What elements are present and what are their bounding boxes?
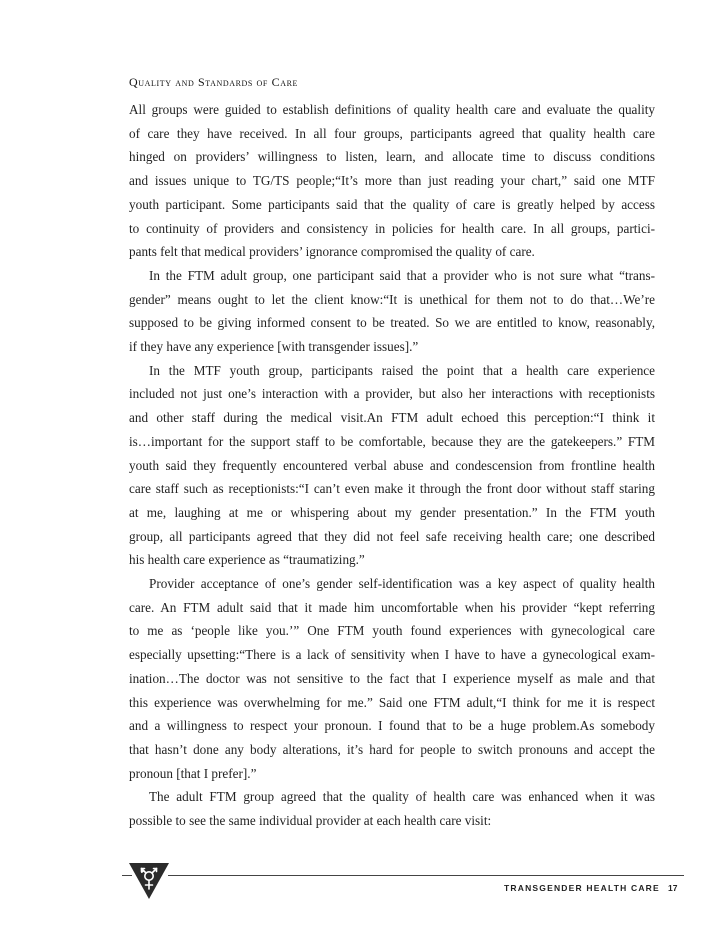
body-line: In the MTF youth group, participants raised the point that a health care experience (149, 362, 655, 378)
body-line: supposed to be giving informed consent to be treated. So we are entitled to know, reasonably, (129, 315, 655, 331)
body-line: Provider acceptance of one’s gender self-identification was a key aspect of quality health (149, 576, 655, 592)
body-line: possible to see the same individual provider at each health care visit: (129, 813, 492, 829)
body-line: care staff such as receptionists:“I can’t even make it through the front door without staff staring (129, 481, 655, 497)
body-line: his health care experience as “traumatizing.” (129, 552, 365, 568)
section-body (129, 98, 655, 833)
body-line: youth said they frequently encountered verbal abuse and condescension from frontline health (129, 457, 655, 473)
body-line: group, all participants agreed that they did not feel safe receiving health care; one described (129, 528, 655, 544)
body-line: this experience was overwhelming for me.” Said one FTM adult,“I think for me it is respect (129, 694, 655, 710)
page-number: 17 (668, 883, 678, 893)
body-line: All groups were guided to establish definitions of quality health care and evaluate the quality (129, 102, 655, 117)
body-line: youth participant. Some participants said that the quality of care is greatly helped by access (129, 196, 655, 212)
body-line: hinged on providers’ willingness to listen, learn, and allocate time to discuss conditions (129, 149, 655, 165)
body-line: that hasn’t done any body alterations, it’s hard for people to switch pronouns and accept the (129, 741, 655, 757)
body-line: to me as ‘people like you.’” One FTM youth found experiences with gynecological care (129, 623, 655, 639)
section-heading: Quality and Standards of Care (129, 75, 298, 89)
body-line: pronoun [that I prefer].” (129, 765, 257, 781)
body-line: and a willingness to respect your pronoun. I found that to be a huge problem.As somebody (129, 718, 655, 734)
body-line: In the FTM adult group, one participant said that a provider who is not sure what “trans- (149, 267, 655, 283)
body-line: care. An FTM adult said that it made him uncomfortable when his provider “kept referring (129, 599, 655, 615)
body-line: included not just one’s interaction with a provider, but also her interactions with receptionists (129, 386, 655, 402)
body-line: pants felt that medical providers’ ignorance compromised the quality of care. (129, 244, 535, 260)
body-line: and issues unique to TG/TS people;“It’s more than just reading your chart,” said one MTF (129, 173, 655, 189)
footer-title: TRANSGENDER HEALTH CARE (504, 883, 660, 893)
body-line: ination…The doctor was not sensitive to the fact that I experience myself as male and that (129, 670, 655, 686)
body-line: if they have any experience [with transgender issues].” (129, 339, 419, 355)
body-line: gender” means ought to let the client know:“It is unethical for them not to do that…We’re (129, 291, 655, 307)
footer-rule (168, 875, 684, 876)
body-line: is…important for the support staff to be comfortable, because they are the gatekeepers.” FTM (129, 433, 655, 449)
body-line: The adult FTM group agreed that the quality of health care was enhanced when it was (149, 789, 655, 805)
body-line: to continuity of providers and consistency in policies for health care. In all groups, partici- (129, 220, 655, 236)
body-line: especially upsetting:“There is a lack of sensitivity when I have to have a gynecological exam- (129, 647, 655, 663)
body-line: of care they have received. In all four groups, participants agreed that quality health care (129, 125, 655, 141)
body-line: and other staff during the medical visit.An FTM adult echoed this perception:“I think it (129, 410, 655, 426)
transgender-symbol-triangle-icon (128, 862, 170, 900)
body-line: at me, laughing at me or whispering about my gender presentation.” In the FTM youth (129, 504, 655, 520)
